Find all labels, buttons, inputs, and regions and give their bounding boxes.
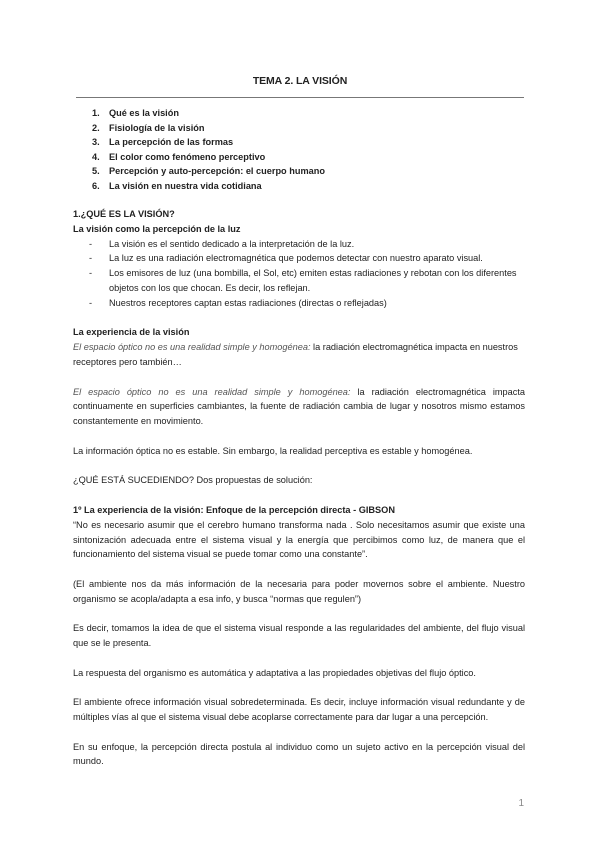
toc-item [92, 135, 325, 150]
paragraph-text: la radiación electromagnética impacta continuamente en superficies cambiantes, la fuente de radiación cambia de lugar y nosotros mismo estamos constantemente en movimiento. [73, 386, 525, 427]
toc-item-text: Qué es la visión [109, 108, 179, 118]
toc-item-text: Percepción y auto-percepción: el cuerpo humano [109, 166, 325, 177]
bullet-dash: - [89, 297, 93, 308]
toc-item [92, 150, 325, 165]
bullet-item [73, 266, 525, 296]
page-title: TEMA 2. LA VISIÓN [252, 75, 348, 87]
toc-item-number: 5. [92, 166, 100, 177]
paragraph: Es decir, tomamos la idea de que el sistema visual responde a las regularidades del ambiente, del flujo visual que se le presenta. [73, 623, 525, 649]
subsection-heading: La experiencia de la visión [73, 327, 190, 338]
paragraph-text: la radiación electromagnética impacta en nuestros receptores pero también… [73, 342, 518, 367]
paragraph: (El ambiente nos da más información de la necesaria para poder movernos sobre el ambiente. Nuestro organismo se acopla/adapta a esa info, y busca “normas que regulen”) [73, 578, 525, 604]
bullet-text: Nuestros receptores captan estas radiaciones (directas o reflejadas) [109, 297, 387, 308]
bullet-text: La luz es una radiación electromagnética que podemos detectar con nuestro aparato visual. [109, 253, 483, 264]
paragraph: ¿QUÉ ESTÁ SUCEDIENDO? Dos propuestas de solución: [73, 475, 313, 486]
toc-item-number: 4. [92, 151, 100, 162]
paragraph [73, 385, 525, 429]
italic-lead: El espacio óptico no es una realidad simple y homogénea: [73, 342, 311, 353]
paragraph [73, 340, 525, 370]
document-body [73, 207, 525, 769]
section-heading: 1.¿QUÉ ES LA VISIÓN? [73, 209, 175, 219]
table-of-contents [92, 106, 325, 194]
bullet-item [73, 296, 525, 311]
title-divider [76, 97, 524, 98]
toc-item [92, 164, 325, 179]
toc-item-number: 2. [92, 122, 100, 133]
italic-lead: El espacio óptico no es una realidad simple y homogénea: [73, 386, 351, 397]
bullet-dash: - [89, 268, 93, 279]
paragraph: El ambiente ofrece información visual sobredeterminada. Es decir, incluye información visual redundante y de múltiples vías al que el sistema visual debe acoplarse correctamente para dar lugar a una percepción. [73, 697, 525, 723]
toc-item-text: Fisiología de la visión [109, 122, 205, 133]
toc-item-number: 6. [92, 180, 100, 191]
bullet-text: Los emisores de luz (una bombilla, el Sol, etc) emiten estas radiaciones y rebotan con los diferentes objetos con los que chocan. Es decir, los reflejan. [109, 268, 517, 293]
paragraph: La información óptica no es estable. Sin embargo, la realidad perceptiva es estable y homogénea. [73, 445, 473, 456]
toc-item-number: 1. [92, 108, 100, 118]
bullet-item [73, 251, 525, 266]
toc-item-text: La percepción de las formas [109, 137, 234, 148]
paragraph: En su enfoque, la percepción directa postula al individuo como un sujeto activo en la percepción visual del mundo. [73, 741, 525, 767]
toc-item [92, 106, 325, 121]
bullet-dash: - [89, 238, 93, 249]
quote-paragraph: “No es necesario asumir que el cerebro humano transforma nada . Solo necesitamos asumir que existe una sintonización adecuada entre el sistema visual y la energía que percibimos como luz, de manera que el funcionamiento del sistema visual se puede tomar como una constante”. [73, 519, 525, 560]
bullet-item [73, 237, 525, 252]
toc-item-text: El color como fenómeno perceptivo [109, 151, 266, 162]
section-subheading: La visión como la percepción de la luz [73, 223, 241, 234]
paragraph: La respuesta del organismo es automática y adaptativa a las propiedades objetivas del flujo óptico. [73, 667, 476, 678]
toc-item-text: La visión en nuestra vida cotidiana [109, 180, 262, 191]
bullet-dash: - [89, 253, 93, 264]
subsection-heading: 1º La experiencia de la visión: Enfoque de la percepción directa - GIBSON [73, 504, 395, 515]
toc-item [92, 179, 325, 194]
toc-item-number: 3. [92, 137, 100, 148]
page-number: 1 [518, 798, 524, 809]
bullet-text: La visión es el sentido dedicado a la interpretación de la luz. [109, 238, 355, 249]
toc-item [92, 121, 325, 136]
